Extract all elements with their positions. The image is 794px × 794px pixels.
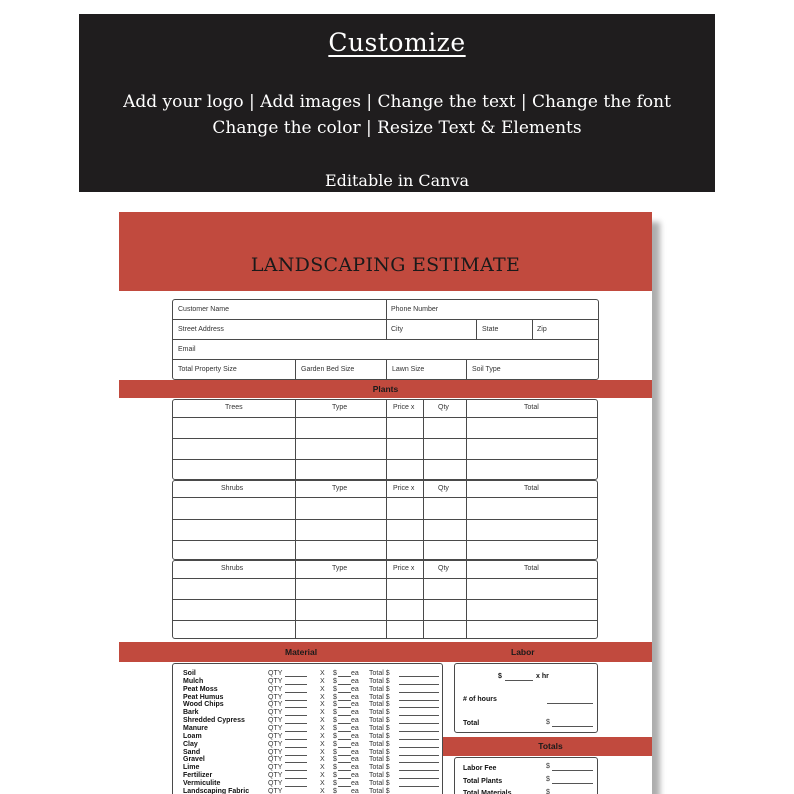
price-input-line[interactable] <box>338 731 351 732</box>
material-name: Wood Chips <box>183 701 224 709</box>
qty-input-line[interactable] <box>285 715 307 716</box>
column-header: Type <box>332 404 348 411</box>
qty-label: QTY <box>268 677 283 685</box>
price-input-line[interactable] <box>338 762 351 763</box>
multiply-label: X <box>320 709 325 717</box>
material-list-box <box>172 663 443 794</box>
multiply-label: X <box>320 685 325 693</box>
material-name: Loam <box>183 732 202 740</box>
customer-name-field[interactable]: Customer Name <box>178 306 229 313</box>
price-input-line[interactable] <box>338 684 351 685</box>
column-header: Total <box>524 485 539 492</box>
garden-bed-size-field[interactable]: Garden Bed Size <box>301 366 355 373</box>
state-field[interactable]: State <box>482 326 499 333</box>
customer-info-box <box>172 299 599 380</box>
zip-field[interactable]: Zip <box>537 326 547 333</box>
total-input-line[interactable] <box>399 715 439 716</box>
qty-input-line[interactable] <box>285 786 307 787</box>
total-plants-label: Total Plants <box>463 778 503 785</box>
qty-label: QTY <box>268 748 283 756</box>
labor-heading: Labor <box>511 647 535 657</box>
plants-table-trees <box>172 399 598 480</box>
multiply-label: X <box>320 701 325 709</box>
price-dollar: $ <box>333 772 337 780</box>
material-name: Shredded Cypress <box>183 717 245 725</box>
qty-input-line[interactable] <box>285 731 307 732</box>
multiply-label: X <box>320 764 325 772</box>
qty-label: QTY <box>268 693 283 701</box>
multiply-label: X <box>320 772 325 780</box>
banner-line-3: Editable in Canva <box>324 171 470 190</box>
qty-input-line[interactable] <box>285 692 307 693</box>
phone-number-field[interactable]: Phone Number <box>391 306 439 313</box>
banner-line-2: Change the color | Resize Text & Elements <box>212 118 582 138</box>
each-label: ea <box>351 670 359 677</box>
material-row <box>173 694 435 702</box>
total-input-line[interactable] <box>399 676 439 677</box>
column-header: Trees <box>225 404 243 411</box>
labor-fee-label: Labor Fee <box>463 765 497 772</box>
price-dollar: $ <box>333 709 337 717</box>
price-input-line[interactable] <box>338 707 351 708</box>
material-row <box>173 749 435 757</box>
multiply-label: X <box>320 740 325 748</box>
qty-label: QTY <box>268 772 283 780</box>
qty-input-line[interactable] <box>285 707 307 708</box>
hours-label: # of hours <box>463 696 497 703</box>
total-label: Total $ <box>369 787 390 794</box>
column-header: Total <box>524 404 539 411</box>
each-label: ea <box>351 748 359 756</box>
total-label: Total $ <box>369 772 390 780</box>
total-plants-dollar: $ <box>546 776 550 783</box>
total-label: Total $ <box>369 779 390 787</box>
material-row <box>173 780 435 788</box>
each-label: ea <box>351 724 359 732</box>
total-label: Total $ <box>369 732 390 740</box>
price-dollar: $ <box>333 756 337 764</box>
lawn-size-field[interactable]: Lawn Size <box>392 366 425 373</box>
each-label: ea <box>351 717 359 725</box>
column-header: Total <box>524 565 539 572</box>
material-row <box>173 764 435 772</box>
qty-label: QTY <box>268 717 283 725</box>
total-label: Total $ <box>369 717 390 725</box>
price-dollar: $ <box>333 740 337 748</box>
labor-box <box>454 663 598 733</box>
labor-fee-line[interactable] <box>552 770 593 771</box>
qty-label: QTY <box>268 724 283 732</box>
price-dollar: $ <box>333 748 337 756</box>
each-label: ea <box>351 740 359 748</box>
price-input-line[interactable] <box>338 676 351 677</box>
labor-rate-line[interactable] <box>505 680 533 681</box>
total-materials-dollar: $ <box>546 789 550 794</box>
qty-label: QTY <box>268 787 283 794</box>
labor-total-label: Total <box>463 720 480 727</box>
multiply-label: X <box>320 677 325 685</box>
qty-label: QTY <box>268 685 283 693</box>
price-dollar: $ <box>333 670 337 677</box>
price-dollar: $ <box>333 732 337 740</box>
each-label: ea <box>351 709 359 717</box>
total-input-line[interactable] <box>399 684 439 685</box>
total-input-line[interactable] <box>399 731 439 732</box>
total-materials-label: Total Materials <box>463 790 512 794</box>
each-label: ea <box>351 677 359 685</box>
each-label: ea <box>351 756 359 764</box>
price-input-line[interactable] <box>338 715 351 716</box>
qty-label: QTY <box>268 764 283 772</box>
material-row <box>173 725 435 733</box>
price-dollar: $ <box>333 717 337 725</box>
estimate-document <box>119 212 652 794</box>
price-dollar: $ <box>333 779 337 787</box>
each-label: ea <box>351 732 359 740</box>
total-input-line[interactable] <box>399 692 439 693</box>
hours-line[interactable] <box>547 703 593 704</box>
price-dollar: $ <box>333 724 337 732</box>
total-input-line[interactable] <box>399 700 439 701</box>
total-input-line[interactable] <box>399 755 439 756</box>
qty-label: QTY <box>268 732 283 740</box>
each-label: ea <box>351 764 359 772</box>
material-row <box>173 733 435 741</box>
total-label: Total $ <box>369 670 390 677</box>
material-row <box>173 717 435 725</box>
column-header: Price x <box>393 565 415 572</box>
multiply-label: X <box>320 756 325 764</box>
price-input-line[interactable] <box>338 786 351 787</box>
material-name: Sand <box>183 748 201 756</box>
qty-label: QTY <box>268 709 283 717</box>
material-section-bar <box>119 642 652 662</box>
price-input-line[interactable] <box>338 755 351 756</box>
qty-input-line[interactable] <box>285 700 307 701</box>
each-label: ea <box>351 685 359 693</box>
email-field[interactable]: Email <box>178 346 196 353</box>
material-name: Vermiculite <box>183 779 221 787</box>
material-rows <box>173 670 443 794</box>
multiply-label: X <box>320 693 325 701</box>
total-input-line[interactable] <box>399 786 439 787</box>
material-row <box>173 756 435 764</box>
city-field[interactable]: City <box>391 326 404 333</box>
price-input-line[interactable] <box>338 747 351 748</box>
qty-input-line[interactable] <box>285 739 307 740</box>
material-name: Bark <box>183 709 199 717</box>
banner-title: Customize <box>328 28 466 57</box>
each-label: ea <box>351 779 359 787</box>
labor-rate-unit: x hr <box>536 673 549 680</box>
total-input-line[interactable] <box>399 770 439 771</box>
material-name: Lime <box>183 764 200 772</box>
material-row <box>173 788 435 794</box>
price-dollar: $ <box>333 701 337 709</box>
qty-input-line[interactable] <box>285 755 307 756</box>
labor-total-dollar: $ <box>546 719 550 726</box>
each-label: ea <box>351 772 359 780</box>
material-name: Manure <box>183 724 208 732</box>
price-input-line[interactable] <box>338 739 351 740</box>
total-label: Total $ <box>369 677 390 685</box>
total-label: Total $ <box>369 764 390 772</box>
qty-label: QTY <box>268 670 283 677</box>
total-label: Total $ <box>369 693 390 701</box>
plants-table-shrubs-2 <box>172 560 598 639</box>
price-input-line[interactable] <box>338 692 351 693</box>
total-label: Total $ <box>369 740 390 748</box>
material-name: Clay <box>183 740 198 748</box>
material-name: Peat Humus <box>183 693 224 701</box>
multiply-label: X <box>320 724 325 732</box>
labor-rate-dollar: $ <box>498 673 502 680</box>
total-property-size-field[interactable]: Total Property Size <box>178 366 237 373</box>
price-dollar: $ <box>333 764 337 772</box>
total-label: Total $ <box>369 685 390 693</box>
material-name: Fertilizer <box>183 772 213 780</box>
total-input-line[interactable] <box>399 739 439 740</box>
total-input-line[interactable] <box>399 778 439 779</box>
multiply-label: X <box>320 779 325 787</box>
qty-label: QTY <box>268 756 283 764</box>
material-name: Gravel <box>183 756 205 764</box>
qty-label: QTY <box>268 740 283 748</box>
material-row <box>173 709 435 717</box>
labor-fee-dollar: $ <box>546 763 550 770</box>
material-row <box>173 686 435 694</box>
price-dollar: $ <box>333 787 337 794</box>
total-input-line[interactable] <box>399 707 439 708</box>
price-dollar: $ <box>333 677 337 685</box>
totals-section-bar: Totals <box>443 737 652 756</box>
qty-input-line[interactable] <box>285 778 307 779</box>
column-header: Qty <box>438 404 449 411</box>
banner-line-1: Add your logo | Add images | Change the text | Change the font <box>123 92 671 112</box>
column-header: Qty <box>438 565 449 572</box>
multiply-label: X <box>320 732 325 740</box>
plants-table-shrubs <box>172 480 598 560</box>
multiply-label: X <box>320 748 325 756</box>
qty-label: QTY <box>268 701 283 709</box>
total-label: Total $ <box>369 701 390 709</box>
material-row <box>173 701 435 709</box>
column-header: Shrubs <box>221 565 244 572</box>
labor-total-line[interactable] <box>552 726 593 727</box>
qty-label: QTY <box>268 779 283 787</box>
price-input-line[interactable] <box>338 700 351 701</box>
material-row <box>173 678 435 686</box>
column-header: Price x <box>393 485 415 492</box>
qty-input-line[interactable] <box>285 684 307 685</box>
each-label: ea <box>351 701 359 709</box>
material-name: Mulch <box>183 677 204 685</box>
total-label: Total $ <box>369 748 390 756</box>
multiply-label: X <box>320 670 325 677</box>
qty-input-line[interactable] <box>285 762 307 763</box>
total-plants-line[interactable] <box>552 783 593 784</box>
document-header-band <box>119 212 652 291</box>
material-name: Landscaping Fabric <box>183 787 250 794</box>
material-name: Soil <box>183 670 196 677</box>
price-input-line[interactable] <box>338 723 351 724</box>
total-label: Total $ <box>369 709 390 717</box>
price-dollar: $ <box>333 693 337 701</box>
multiply-label: X <box>320 787 325 794</box>
each-label: ea <box>351 787 359 794</box>
totals-box <box>454 757 598 794</box>
street-address-field[interactable]: Street Address <box>178 326 224 333</box>
column-header: Price x <box>393 404 415 411</box>
column-header: Type <box>332 485 348 492</box>
price-input-line[interactable] <box>338 778 351 779</box>
material-row <box>173 772 435 780</box>
material-heading: Material <box>285 647 318 657</box>
material-name: Peat Moss <box>183 685 218 693</box>
document-title: LANDSCAPING ESTIMATE <box>250 254 521 276</box>
material-row <box>173 670 435 678</box>
total-label: Total $ <box>369 724 390 732</box>
each-label: ea <box>351 693 359 701</box>
column-header: Qty <box>438 485 449 492</box>
total-input-line[interactable] <box>399 747 439 748</box>
qty-input-line[interactable] <box>285 723 307 724</box>
total-input-line[interactable] <box>399 723 439 724</box>
qty-input-line[interactable] <box>285 676 307 677</box>
qty-input-line[interactable] <box>285 770 307 771</box>
total-input-line[interactable] <box>399 762 439 763</box>
material-row <box>173 741 435 749</box>
multiply-label: X <box>320 717 325 725</box>
soil-type-field[interactable]: Soil Type <box>472 366 501 373</box>
price-dollar: $ <box>333 685 337 693</box>
customize-banner <box>79 14 715 192</box>
total-label: Total $ <box>369 756 390 764</box>
plants-section-bar: Plants <box>119 380 652 398</box>
column-header: Shrubs <box>221 485 244 492</box>
column-header: Type <box>332 565 348 572</box>
qty-input-line[interactable] <box>285 747 307 748</box>
price-input-line[interactable] <box>338 770 351 771</box>
